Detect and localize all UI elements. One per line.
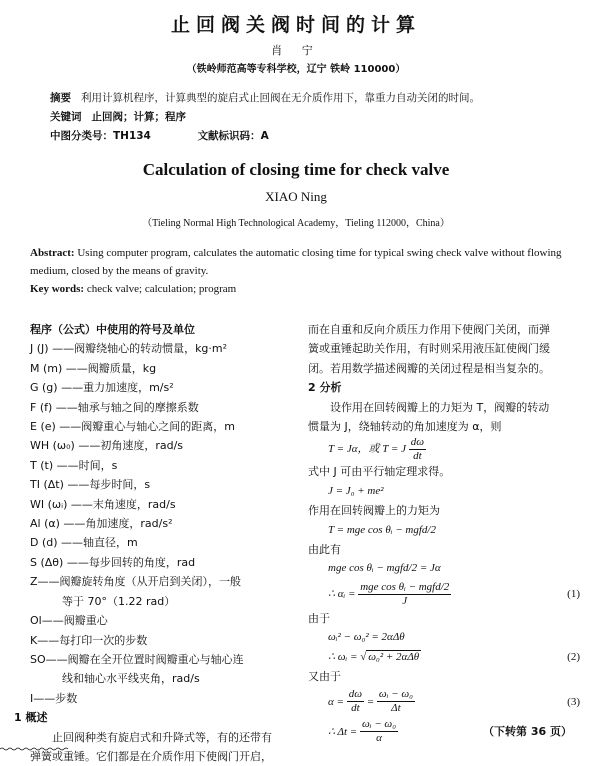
symbol-item: G (g) ——重力加速度，m/s²: [30, 381, 174, 395]
frac-den: J: [402, 594, 408, 607]
symbol-item: D (d) ——轴直径，m: [30, 536, 138, 550]
fraction-dw-dt: [409, 436, 426, 463]
section-2-para-line: 惯量为 J，绕轴转动的角加速度为 α，则: [308, 420, 502, 434]
cn-abstract-text: 利用计算机程序，计算典型的旋启式止回阀在无介质作用下，靠重力自动关闭的时间。: [81, 92, 481, 104]
clc-value: TH134: [113, 130, 151, 142]
cn-classification: [50, 128, 570, 145]
formula-omega-lhs: ∴ ωᵢ =: [328, 650, 358, 663]
fraction-delta-t: [360, 718, 398, 745]
frac-num: ωᵢ − ω₀: [362, 718, 397, 731]
symbol-ol: Ol——阀瓣重心: [30, 614, 108, 628]
frac-num: dω: [348, 688, 362, 701]
symbol-item: T (t) ——时间，s: [30, 458, 118, 472]
symbol-item: Al (α) ——角加速度，rad/s²: [30, 517, 173, 531]
formula-alpha: [308, 579, 582, 609]
equation-number-2: (2): [567, 650, 580, 663]
symbol-z: Z——阀瓣旋转角度（从开启到关闭），一般: [30, 575, 242, 589]
symbol-i: I——步数: [30, 691, 78, 705]
formula-torque-expr: T = mge cos θᵢ − mgfd/2: [328, 523, 436, 536]
section-1-para-line: 弹簧或重锤。它们都是在介质作用下使阀门开启，: [30, 749, 272, 763]
text-since: 由于: [308, 611, 330, 625]
en-author: XIAO Ning: [265, 189, 327, 204]
symbol-item: M (m) ——阀瓣质量，kg: [30, 361, 157, 375]
left-column: [14, 320, 292, 766]
symbol-item: J (J) ——阀瓣绕轴心的转动惯量，kg·m²: [30, 342, 228, 356]
formula-equation: mge cos θᵢ − mgfd/2 = Jα: [328, 562, 441, 575]
equation-number-3: (3): [567, 695, 580, 708]
cn-title: 止回阀关阀时间的计算: [170, 14, 421, 36]
symbols-heading: 程序（公式）中使用的符号及单位: [30, 323, 195, 336]
cn-keywords: [50, 109, 570, 126]
symbol-item: E (e) ——阀瓣重心与轴心之间的距离，m: [30, 420, 236, 434]
symbol-z-cont: 等于 70°（1.22 rad）: [62, 594, 176, 608]
text-also-since: 又由于: [308, 670, 341, 684]
formula-delta-t-lhs: ∴ Δt =: [328, 725, 358, 738]
formula-torque-lhs: T = Jα，或 T = J: [328, 443, 406, 456]
symbol-item: S (Δθ) ——每步回转的角度，rad: [30, 555, 196, 569]
equals-sign: =: [366, 695, 375, 708]
continued-para-line: 闭。若用数学描述阀瓣的关闭过程是相当复杂的。: [308, 361, 550, 375]
cn-keywords-text: 止回阀；计算；程序: [91, 111, 187, 123]
equation-number-1: (1): [567, 587, 580, 600]
section-2-title: 2 分析: [308, 381, 342, 395]
underline-wave: [0, 747, 68, 751]
right-column: [308, 320, 582, 747]
formula-alpha-def-lhs: α =: [328, 695, 344, 708]
frac-num: ωᵢ − ω₀: [378, 688, 413, 701]
continued-para-line: 簧或重锤起助关作用，有时则采用液压缸使阀门缓: [308, 342, 550, 356]
en-keywords-label: Key words:: [30, 283, 85, 295]
cn-abstract: [50, 90, 570, 107]
en-abstract-label: Abstract:: [30, 247, 75, 259]
doc-code-label: 文献标识码：: [197, 130, 261, 142]
en-abstract: [30, 244, 570, 298]
symbol-so-cont: 线和轴心水平线夹角，rad/s: [62, 672, 200, 686]
formula-delta-t: [308, 717, 582, 747]
en-abstract-text: Using computer program, calculates the automatic closing time for typical swing check valve without flowing medium, closed by the means of gravity.: [30, 247, 562, 277]
text-parallel-axis: 式中 J 可由平行轴定理求得。: [308, 465, 451, 479]
cn-abstract-label: 摘要: [50, 92, 71, 104]
formula-alpha-def: [308, 687, 582, 717]
section-2-para-line: 设作用在回转阀瓣上的力矩为 T，阀瓣的转动: [330, 400, 550, 414]
symbol-item: TI (Δt) ——每步时间，s: [30, 478, 151, 492]
continued-para-line: 而在自重和反向介质压力作用下使阀门关闭，而弹: [308, 323, 550, 336]
formula-torque: [308, 436, 582, 462]
formula-omega-sq: ωᵢ² − ω₀² = 2αΔθ: [328, 631, 405, 644]
doc-code-value: A: [260, 130, 269, 142]
continued-note: （下转第 36 页）: [483, 724, 572, 738]
frac-num: mge cos θᵢ − mgfd/2: [360, 580, 450, 593]
en-title: Calculation of closing time for check valve: [142, 160, 450, 179]
formula-alpha-lhs: ∴ αᵢ =: [328, 587, 356, 600]
text-torque: 作用在回转阀瓣上的力矩为: [308, 504, 440, 518]
fraction-dw-dt-2: [347, 688, 364, 715]
symbol-so: SO——阀瓣在全开位置时阀瓣重心与轴心连: [30, 652, 244, 666]
frac-den: α: [376, 732, 382, 745]
formula-omega-radicand: ω₀² + 2αΔθ: [368, 650, 420, 663]
formula-inertia: J = J₀ + me²: [328, 484, 384, 497]
text-hence: 由此有: [308, 543, 341, 557]
section-1-title: 1 概述: [14, 711, 48, 725]
fraction-omega-diff: [377, 688, 415, 715]
cn-author: 肖 宁: [271, 44, 321, 57]
fraction-alpha: [358, 581, 451, 608]
formula-omega: ∴ ωᵢ = √ ω₀² + 2αΔθ (2): [308, 648, 582, 667]
cn-keywords-label: 关键词: [50, 111, 82, 123]
symbol-item: WH (ω₀) ——初角速度，rad/s: [30, 439, 184, 453]
frac-den: dt: [351, 702, 360, 715]
clc-label: 中图分类号：: [50, 130, 113, 142]
section-1-para-line: 止回阀种类有旋启式和升降式等，有的还带有: [52, 730, 272, 744]
cn-affiliation: （铁岭师范高等专科学校，辽宁 铁岭 110000）: [186, 64, 406, 75]
frac-den: Δt: [391, 702, 401, 715]
symbol-item: WI (ωᵢ) ——末角速度，rad/s: [30, 497, 176, 511]
en-affiliation: （Tieling Normal High Technological Academy，Tieling 112000，China）: [142, 218, 450, 229]
frac-den: dt: [413, 450, 422, 463]
en-keywords-text: check valve; calculation; program: [86, 283, 237, 295]
symbol-item: F (f) ——轴承与轴之间的摩擦系数: [30, 400, 199, 414]
symbol-k: K——每打印一次的步数: [30, 633, 148, 647]
frac-num: dω: [410, 436, 425, 449]
